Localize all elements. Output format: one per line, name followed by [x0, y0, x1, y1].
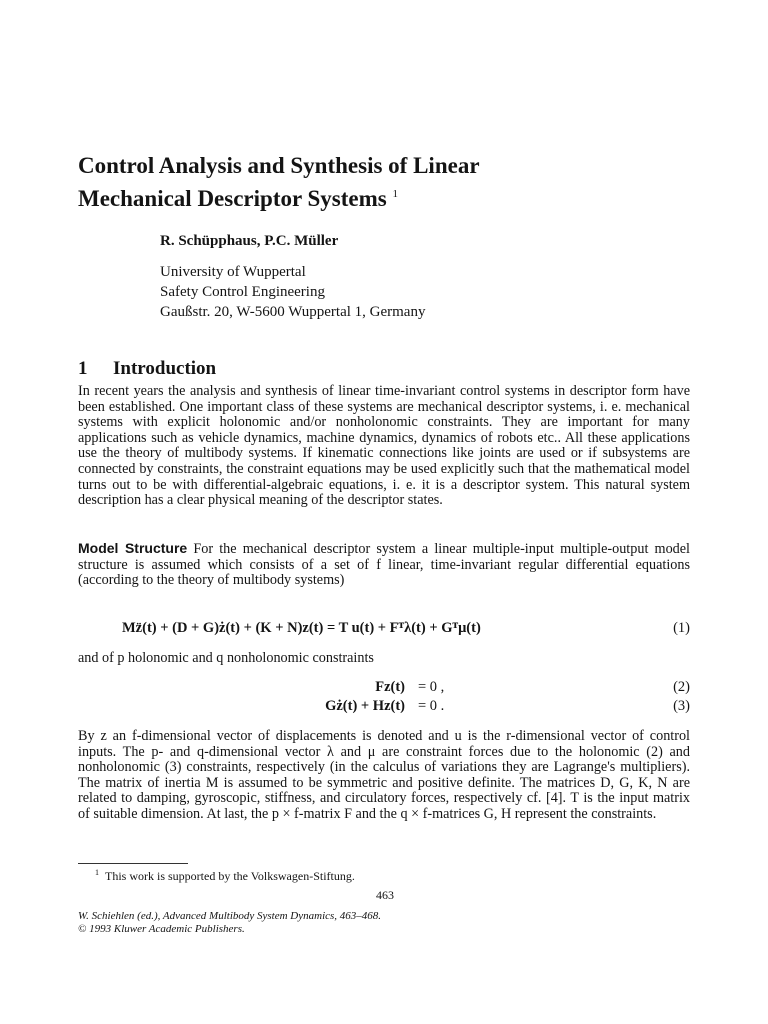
model-structure-text: For the mechanical descriptor system a linear multiple-input multiple-output model structure is assumed which consists of a set of f linear, time-invariant regular differential equations (according to the theory of multibody systems) — [78, 541, 690, 589]
equation-1-number: (1) — [673, 620, 690, 636]
title-line-2: Mechanical Descriptor Systems — [78, 186, 387, 211]
title-footnote-mark: 1 — [392, 188, 398, 200]
model-structure-lead: Model Structure — [78, 540, 188, 556]
equation-2-rhs: = 0 , — [418, 679, 445, 695]
equation-1: Mz̈(t) + (D + G)ż(t) + (K + N)z(t) = T u(t) + Fᵀλ(t) + Gᵀμ(t) — [122, 620, 481, 636]
affiliation-line: Safety Control Engineering — [160, 284, 325, 300]
title-line-1: Control Analysis and Synthesis of Linear — [78, 153, 480, 178]
equation-3-rhs: = 0 . — [418, 698, 445, 714]
intro-paragraph: In recent years the analysis and synthesis of linear time-invariant control systems in descriptor form have been established. One important class of these systems are mechanical descriptor systems, i. e. mechanical systems with explicit holonomic and/or nonholonomic constraints. They are important for many applications such as vehicle dynamics, machine dynamics, dynamics of robots etc.. All these applications use the theory of multibody systems. If kinematic connections like joints are used or if subsystems are connected by constraints, the constraint equations may be used explicitly such that the mathematical model turns out to be with differential-algebraic equations, i. e. it is a descriptor system. This natural system description has a clear physical meaning of the descriptor states. — [78, 383, 690, 509]
equation-2-number: (2) — [673, 679, 690, 695]
equation-3-lhs: Gż(t) + Hz(t) — [325, 698, 405, 714]
page-number: 463 — [376, 888, 394, 902]
equation-3-number: (3) — [673, 698, 690, 714]
affiliation-line: Gaußstr. 20, W-5600 Wuppertal 1, Germany — [160, 304, 426, 320]
publisher-line-2: © 1993 Kluwer Academic Publishers. — [78, 923, 245, 935]
section-heading — [78, 358, 216, 380]
equation-2-lhs: Fz(t) — [375, 679, 405, 695]
affiliation-line: University of Wuppertal — [160, 264, 306, 280]
footnote — [95, 868, 355, 884]
publisher-info — [78, 910, 381, 936]
paper-title — [78, 152, 718, 213]
authors: R. Schüpphaus, P.C. Müller — [160, 233, 339, 249]
constraints-text: and of p holonomic and q nonholonomic constraints — [78, 650, 374, 666]
publisher-line-1: W. Schiehlen (ed.), Advanced Multibody System Dynamics, 463–468. — [78, 910, 382, 922]
section-title: Introduction — [113, 358, 217, 379]
footnote-text: This work is supported by the Volkswagen-Stiftung. — [105, 869, 355, 883]
affiliation — [160, 262, 425, 322]
footnote-mark: 1 — [95, 868, 99, 877]
section-number: 1 — [78, 358, 88, 379]
description-paragraph: By z an f-dimensional vector of displacements is denoted and u is the r-dimensional vector of control inputs. The p- and q-dimensional vector λ and μ are constraint forces due to the holonomic (2) and nonholonomic (3) constraints, respectively (in the calculus of variations they are Lagrange's multipliers). The matrix of inertia M is assumed to be symmetric and positive definite. The matrices D, G, K, N are related to damping, gyroscopic, stiffness, and circulatory forces, respectively cf. [4]. T is the input matrix of suitable dimension. At last, the p × f-matrix F and the q × f-matrices G, H represent the constraints. — [78, 728, 690, 822]
footnote-divider — [78, 863, 188, 864]
model-structure-paragraph — [78, 541, 690, 589]
